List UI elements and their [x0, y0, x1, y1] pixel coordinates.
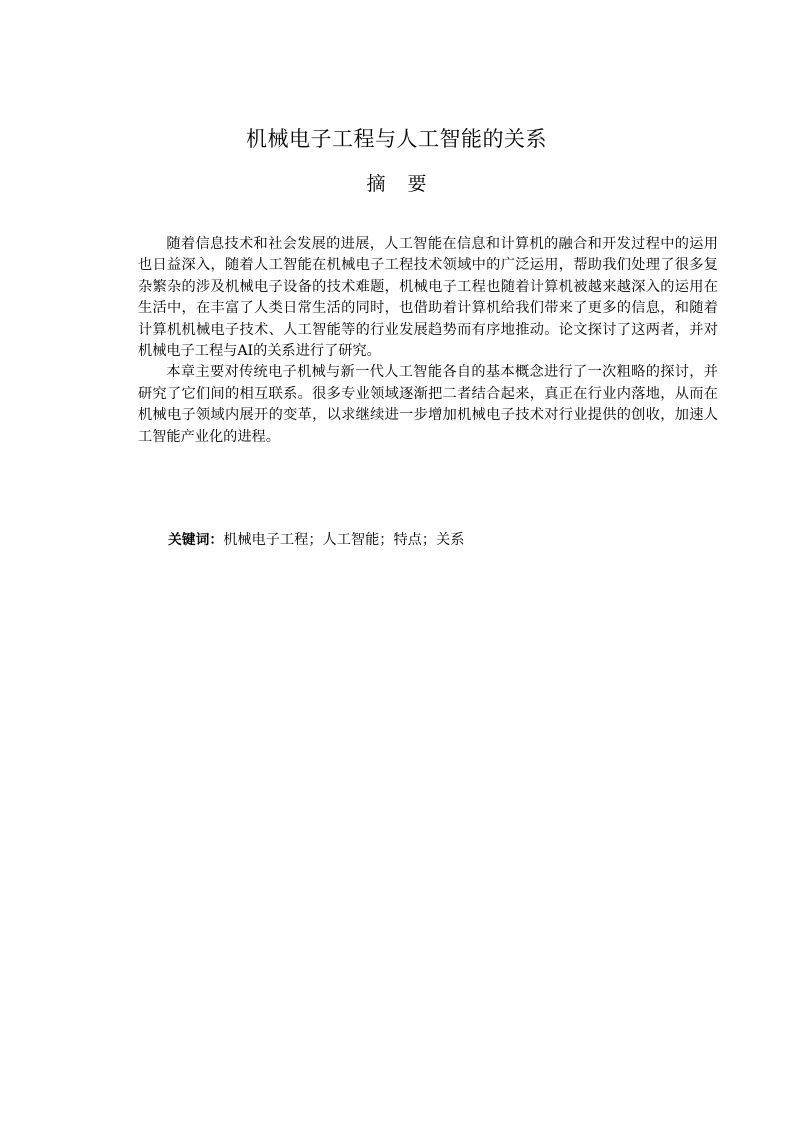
keywords-value: 机械电子工程；人工智能；特点；关系 [223, 532, 465, 548]
keywords-label: 关键词： [168, 532, 224, 548]
abstract-heading [0, 170, 793, 198]
abstract-heading-char-2: 要 [407, 173, 427, 195]
abstract-paragraph-2: 本章主要对传统电子机械与新一代人工智能各自的基本概念进行了一次粗略的探讨，并研究了它们间的相互联系。很多专业领域逐渐把二者结合起来，真正在行业内落地，从而在机械电子领域内展开的变革，以求继续进一步增加机械电子技术对行业提供的创收，加速人工智能产业化的进程。 [138, 364, 718, 445]
document-title: 机械电子工程与人工智能的关系 [246, 127, 547, 151]
abstract-paragraph-1: 随着信息技术和社会发展的进展，人工智能在信息和计算机的融合和开发过程中的运用也日益深入，随着人工智能在机械电子工程技术领域中的广泛运用，帮助我们处理了很多复杂繁杂的涉及机械电子设备的技术难题，机械电子工程也随着计算机被越来越深入的运用在生活中，在丰富了人类日常生活的同时，也借助着计算机给我们带来了更多的信息，和随着计算机机械电子技术、人工智能等的行业发展趋势而有序地推动。论文探讨了这两者，并对机械电子工程与AI的关系进行了研究。 [138, 236, 718, 360]
keywords-line [168, 530, 464, 551]
abstract-body [138, 234, 718, 448]
abstract-heading-char-1: 摘 [366, 173, 386, 195]
